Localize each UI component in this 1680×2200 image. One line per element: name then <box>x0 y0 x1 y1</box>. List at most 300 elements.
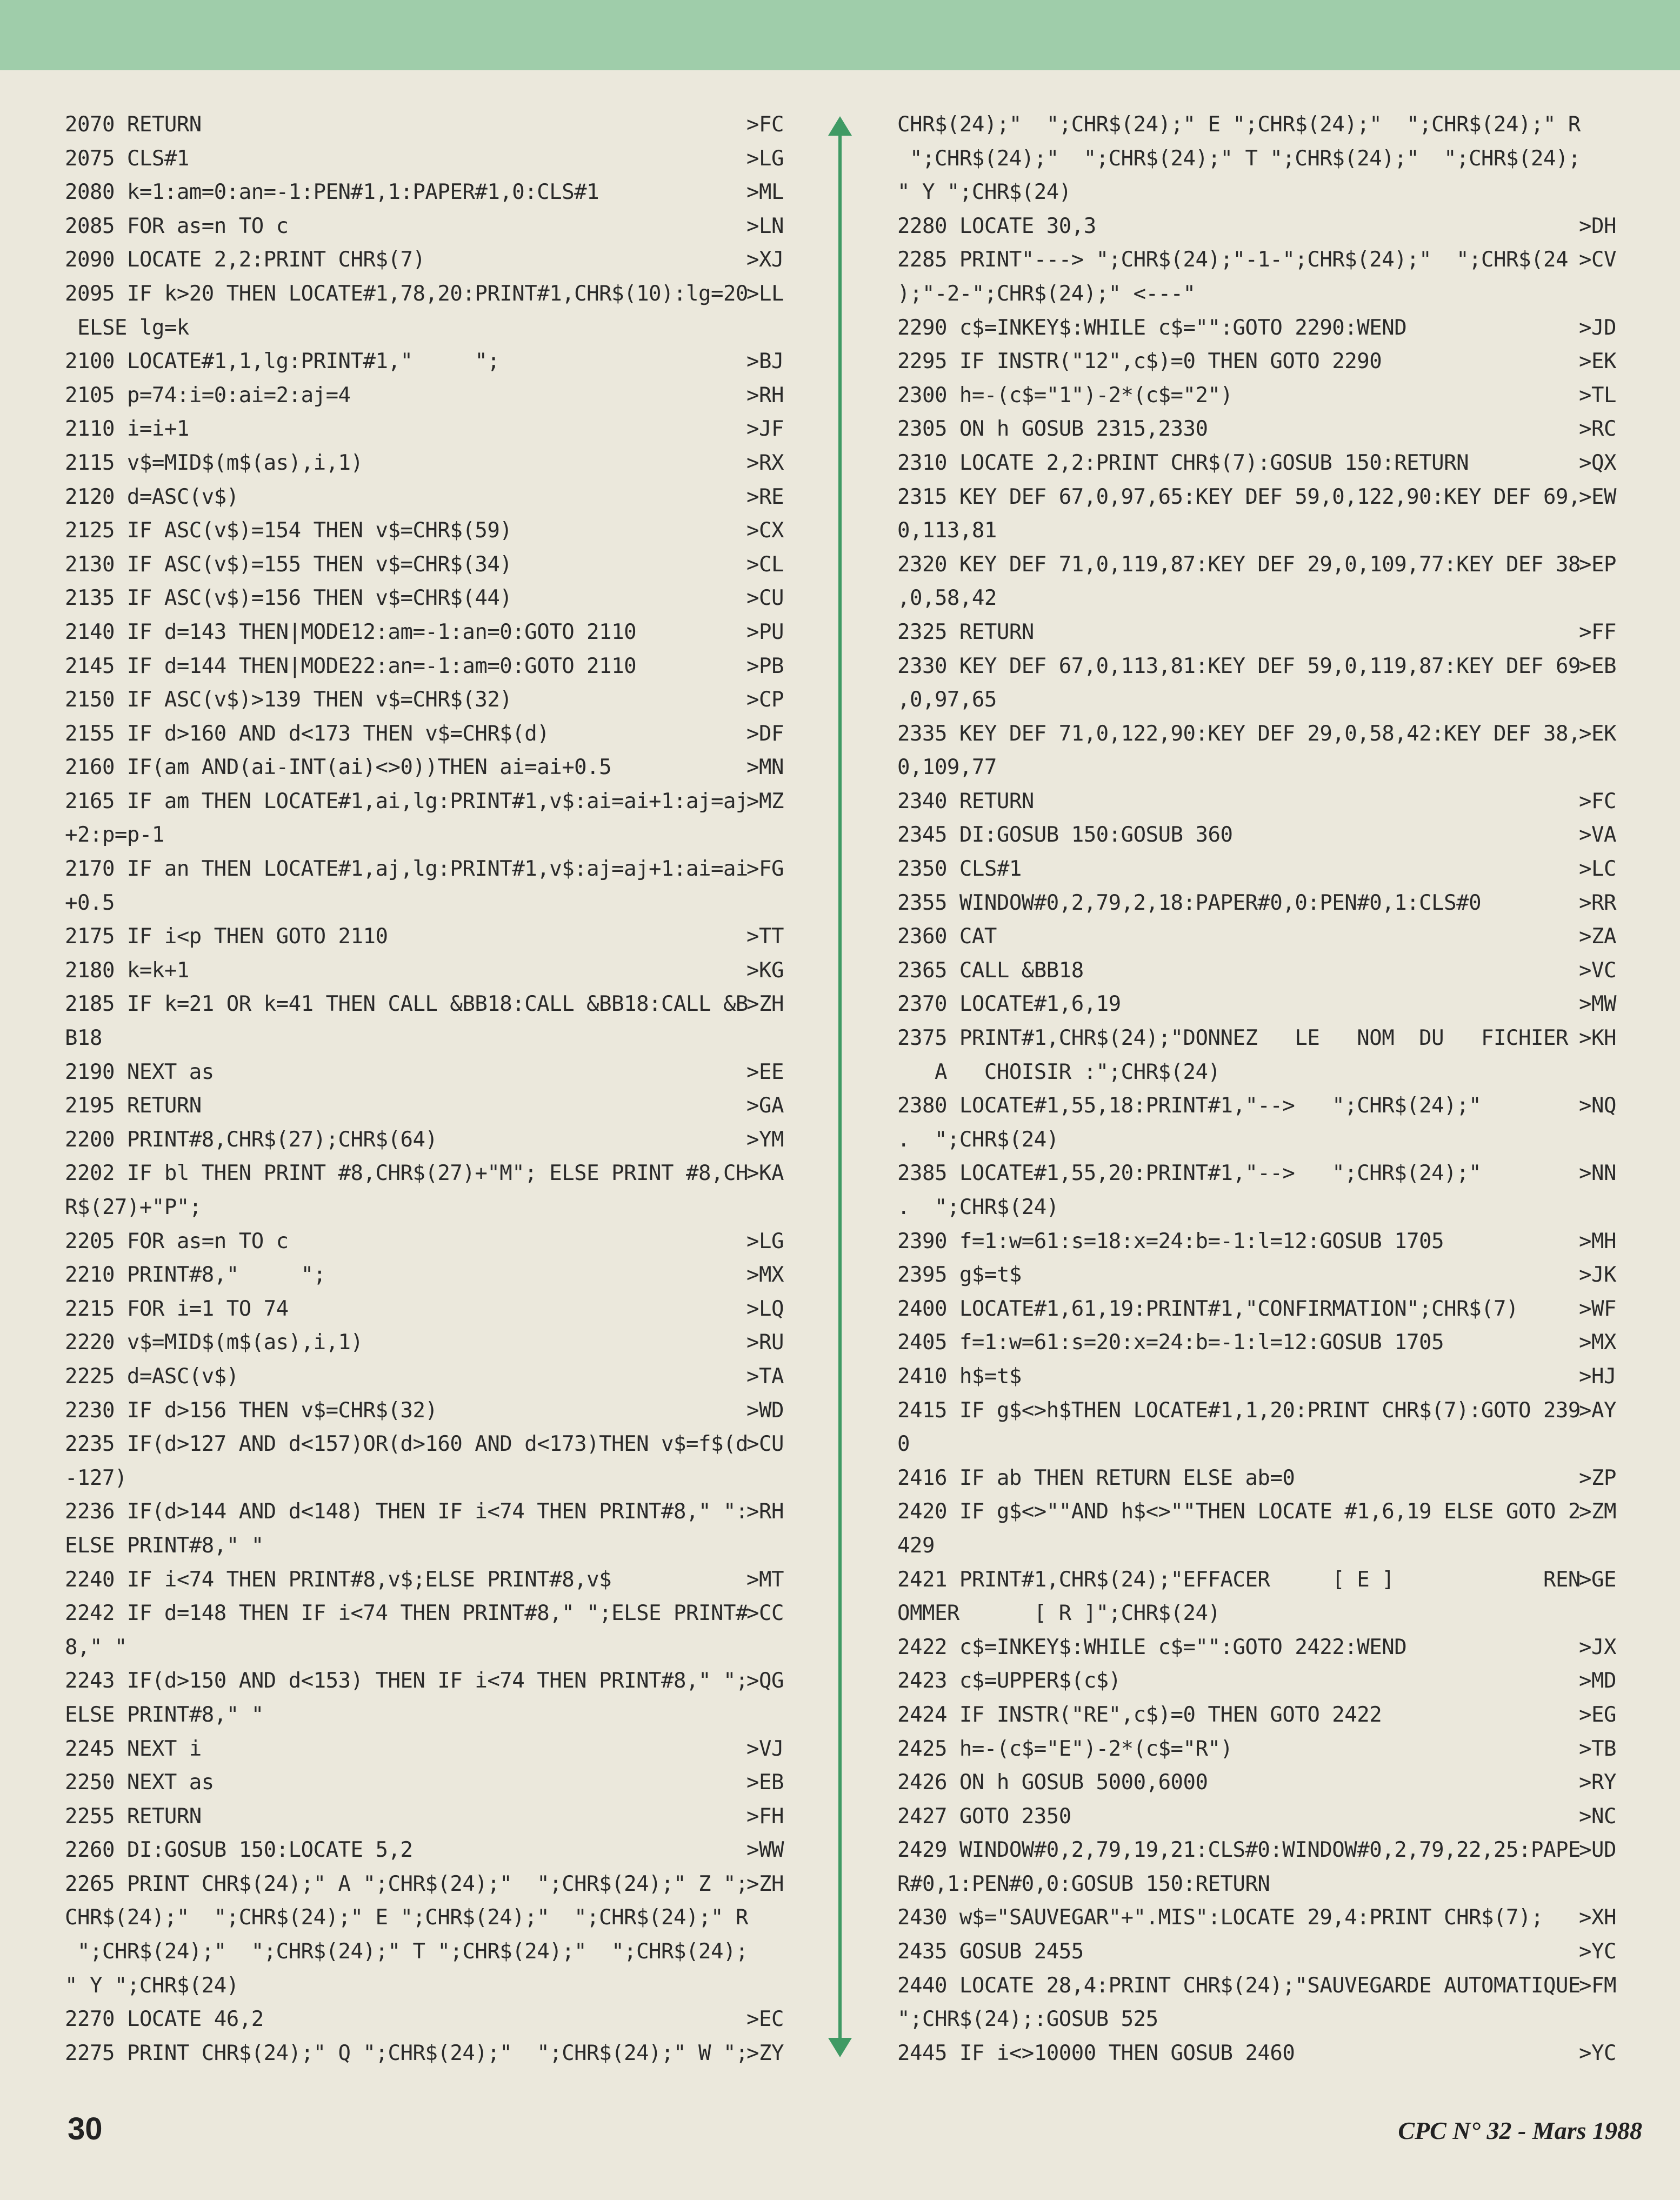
code-line <box>897 446 1616 481</box>
code-line <box>65 1664 784 1698</box>
code-text: 2080 k=1:am=0:an=-1:PEN#1,1:PAPER#1,0:CLS#1 <box>65 180 599 205</box>
code-line <box>65 1225 784 1259</box>
code-line <box>65 1462 784 1496</box>
checksum: >RX <box>746 450 784 475</box>
checksum: >JF <box>746 417 784 442</box>
code-text: 2250 NEXT as <box>65 1770 214 1795</box>
code-line <box>65 1428 784 1462</box>
code-line <box>65 1056 784 1090</box>
code-text: 2220 v$=MID$(m$(as),i,1) <box>65 1330 363 1355</box>
code-line <box>897 785 1616 819</box>
code-text: 2300 h=-(c$="1")-2*(c$="2") <box>897 383 1233 408</box>
code-line <box>897 616 1616 650</box>
listing-right-column <box>897 108 1616 2081</box>
checksum: >LC <box>1579 857 1616 882</box>
code-text: 2135 IF ASC(v$)=156 THEN v$=CHR$(44) <box>65 586 512 611</box>
checksum: >CL <box>746 552 784 577</box>
code-text: 2085 FOR as=n TO c <box>65 214 289 238</box>
checksum: >ZM <box>1579 1499 1616 1524</box>
checksum: >TL <box>1579 383 1616 408</box>
code-line <box>897 818 1616 852</box>
checksum: >YC <box>1579 1939 1616 1964</box>
code-line <box>897 1563 1616 1597</box>
code-line <box>65 886 784 921</box>
checksum: >CV <box>1579 248 1616 272</box>
checksum: >RY <box>1579 1770 1616 1795</box>
code-text: 2390 f=1:w=61:s=18:x=24:b=-1:l=12:GOSUB 1705 <box>897 1229 1444 1254</box>
code-line <box>897 1258 1616 1292</box>
code-line <box>897 988 1616 1022</box>
code-line <box>65 311 784 345</box>
code-text: 2235 IF(d>127 AND d<157)OR(d>160 AND d<173)THEN v$=f$(d <box>65 1432 748 1457</box>
code-line <box>65 1326 784 1360</box>
code-line <box>897 1157 1616 1191</box>
checksum: >ZH <box>746 1871 784 1896</box>
code-text: 2416 IF ab THEN RETURN ELSE ab=0 <box>897 1465 1295 1490</box>
code-line <box>65 108 784 142</box>
checksum: >TT <box>746 924 784 949</box>
checksum: >MX <box>746 1263 784 1288</box>
checksum: >CP <box>746 688 784 712</box>
code-text: ELSE PRINT#8," " <box>65 1702 264 1727</box>
code-text: 2423 c$=UPPER$(c$) <box>897 1669 1121 1694</box>
code-line <box>65 1394 784 1428</box>
code-text: 2427 GOTO 2350 <box>897 1804 1071 1829</box>
code-line <box>65 1563 784 1597</box>
code-line <box>65 142 784 176</box>
code-line <box>65 1732 784 1766</box>
code-text: 2225 d=ASC(v$) <box>65 1364 239 1389</box>
code-line <box>897 210 1616 244</box>
checksum: >FG <box>746 857 784 882</box>
code-text: 2445 IF i<>10000 THEN GOSUB 2460 <box>897 2041 1295 2065</box>
code-text: 2195 RETURN <box>65 1094 202 1118</box>
code-line <box>65 1495 784 1529</box>
code-line <box>897 481 1616 515</box>
code-text: 2243 IF(d>150 AND d<153) THEN IF i<74 THEN PRINT#8," "; <box>65 1669 748 1694</box>
code-text: ELSE PRINT#8," " <box>65 1533 264 1558</box>
code-text: 2075 CLS#1 <box>65 146 189 171</box>
code-line <box>897 1935 1616 1969</box>
code-line <box>897 1495 1616 1529</box>
code-line <box>897 142 1616 176</box>
code-text: -127) <box>65 1465 127 1490</box>
code-line <box>897 2003 1616 2037</box>
code-text: +0.5 <box>65 890 115 915</box>
code-line <box>65 481 784 515</box>
code-text: 2280 LOCATE 30,3 <box>897 214 1096 238</box>
code-line <box>897 1056 1616 1090</box>
checksum: >FC <box>746 112 784 137</box>
checksum: >MH <box>1579 1229 1616 1254</box>
code-text: 429 <box>897 1533 935 1558</box>
code-line <box>65 277 784 311</box>
code-text: 2190 NEXT as <box>65 1059 214 1084</box>
code-line <box>65 650 784 684</box>
code-line <box>65 1157 784 1191</box>
code-line <box>65 717 784 751</box>
checksum: >RH <box>746 383 784 408</box>
code-line <box>897 311 1616 345</box>
code-line <box>897 1969 1616 2003</box>
code-line <box>65 1969 784 2003</box>
code-text: 2270 LOCATE 46,2 <box>65 2007 264 2032</box>
code-text: ELSE lg=k <box>65 315 189 340</box>
code-text: 2155 IF d>160 AND d<173 THEN v$=CHR$(d) <box>65 721 550 746</box>
code-text: CHR$(24);" ";CHR$(24);" E ";CHR$(24);" ";CHR$(24);" R <box>65 1905 748 1930</box>
code-line <box>65 683 784 717</box>
code-line <box>65 920 784 954</box>
code-text: 2210 PRINT#8," "; <box>65 1263 326 1288</box>
code-line <box>65 1360 784 1394</box>
code-line <box>897 1800 1616 1834</box>
checksum: >GA <box>746 1094 784 1118</box>
code-line <box>65 514 784 548</box>
code-line <box>65 1089 784 1123</box>
code-line <box>65 176 784 210</box>
code-line <box>65 412 784 446</box>
code-text: 2242 IF d=148 THEN IF i<74 THEN PRINT#8," ";ELSE PRINT# <box>65 1601 748 1626</box>
magazine-issue: CPC N° 32 - Mars 1988 <box>1398 2117 1642 2144</box>
checksum: >QG <box>746 1669 784 1694</box>
code-text: 2160 IF(am AND(ai-INT(ai)<>0))THEN ai=ai+0.5 <box>65 755 612 780</box>
code-line <box>65 616 784 650</box>
code-text: 2380 LOCATE#1,55,18:PRINT#1,"--> ";CHR$(24);" <box>897 1094 1482 1118</box>
checksum: >JX <box>1579 1635 1616 1659</box>
checksum: >ZH <box>746 992 784 1017</box>
code-line <box>65 1292 784 1326</box>
arrow-shaft <box>838 132 842 2041</box>
code-text: A CHOISIR :";CHR$(24) <box>897 1059 1221 1084</box>
checksum: >GE <box>1579 1567 1616 1592</box>
checksum: >XJ <box>746 248 784 272</box>
code-text: 2110 i=i+1 <box>65 417 189 442</box>
code-text: 2310 LOCATE 2,2:PRINT CHR$(7):GOSUB 150:RETURN <box>897 450 1469 475</box>
checksum: >LG <box>746 146 784 171</box>
listing-left-column <box>65 108 784 2081</box>
code-line <box>65 582 784 616</box>
code-text: ,0,97,65 <box>897 688 997 712</box>
code-text: 2150 IF ASC(v$)>139 THEN v$=CHR$(32) <box>65 688 512 712</box>
code-text: 2345 DI:GOSUB 150:GOSUB 360 <box>897 823 1233 848</box>
code-text: 2365 CALL &BB18 <box>897 958 1084 983</box>
code-text: 2240 IF i<74 THEN PRINT#8,v$;ELSE PRINT#8,v$ <box>65 1567 612 1592</box>
code-line <box>65 1868 784 1902</box>
top-color-band <box>0 0 1680 70</box>
code-text: 2400 LOCATE#1,61,19:PRINT#1,"CONFIRMATION";CHR$(7) <box>897 1296 1518 1321</box>
code-line <box>897 1022 1616 1056</box>
code-text: " Y ";CHR$(24) <box>897 180 1071 205</box>
checksum: >EK <box>1579 349 1616 374</box>
code-line <box>897 852 1616 886</box>
checksum: >LQ <box>746 1296 784 1321</box>
code-line <box>897 1901 1616 1935</box>
code-text: 2370 LOCATE#1,6,19 <box>897 992 1121 1017</box>
code-line <box>897 886 1616 921</box>
code-text: );"-2-";CHR$(24);" <---" <box>897 281 1196 306</box>
code-text: 8," " <box>65 1635 127 1659</box>
code-text: 2405 f=1:w=61:s=20:x=24:b=-1:l=12:GOSUB 1705 <box>897 1330 1444 1355</box>
code-line <box>65 818 784 852</box>
checksum: >RE <box>746 484 784 509</box>
code-text: 2415 IF g$<>h$THEN LOCATE#1,1,20:PRINT CHR$(7):GOTO 239 <box>897 1398 1581 1423</box>
code-text: 2130 IF ASC(v$)=155 THEN v$=CHR$(34) <box>65 552 512 577</box>
checksum: >EK <box>1579 721 1616 746</box>
code-line <box>897 1292 1616 1326</box>
code-line <box>65 988 784 1022</box>
code-text: 2360 CAT <box>897 924 997 949</box>
arrow-down-icon <box>828 2038 852 2057</box>
checksum: >CU <box>746 1432 784 1457</box>
code-line <box>897 1766 1616 1800</box>
code-line <box>897 514 1616 548</box>
code-text: R$(27)+"P"; <box>65 1195 202 1219</box>
code-line <box>897 1394 1616 1428</box>
code-text: 2265 PRINT CHR$(24);" A ";CHR$(24);" ";CHR$(24);" Z "; <box>65 1871 748 1896</box>
code-line <box>897 582 1616 616</box>
code-text: 2410 h$=t$ <box>897 1364 1022 1389</box>
checksum: >FH <box>746 1804 784 1829</box>
code-text: 2165 IF am THEN LOCATE#1,ai,lg:PRINT#1,v$:ai=ai+1:aj=aj <box>65 789 748 814</box>
checksum: >MW <box>1579 992 1616 1017</box>
code-line <box>897 1834 1616 1868</box>
checksum: >LN <box>746 214 784 238</box>
code-line <box>897 345 1616 379</box>
code-text: 2424 IF INSTR("RE",c$)=0 THEN GOTO 2422 <box>897 1702 1382 1727</box>
code-line <box>65 785 784 819</box>
checksum: >NC <box>1579 1804 1616 1829</box>
checksum: >WW <box>746 1838 784 1863</box>
code-line <box>65 954 784 988</box>
code-text: 2325 RETURN <box>897 619 1034 644</box>
checksum: >DF <box>746 721 784 746</box>
code-line <box>897 1360 1616 1394</box>
code-text: 2421 PRINT#1,CHR$(24);"EFFACER [ E ] REN <box>897 1567 1581 1592</box>
checksum: >BJ <box>746 349 784 374</box>
code-text: 2320 KEY DEF 71,0,119,87:KEY DEF 29,0,109,77:KEY DEF 38 <box>897 552 1581 577</box>
checksum: >FM <box>1579 1973 1616 1998</box>
checksum: >EG <box>1579 1702 1616 1727</box>
checksum: >RC <box>1579 417 1616 442</box>
code-line <box>897 920 1616 954</box>
code-text: 2230 IF d>156 THEN v$=CHR$(32) <box>65 1398 438 1423</box>
code-line <box>897 717 1616 751</box>
code-text: 0,113,81 <box>897 518 997 543</box>
code-text: 2202 IF bl THEN PRINT #8,CHR$(27)+"M"; ELSE PRINT #8,CH <box>65 1161 748 1186</box>
code-text: 2350 CLS#1 <box>897 857 1022 882</box>
code-text: 2385 LOCATE#1,55,20:PRINT#1,"--> ";CHR$(24);" <box>897 1161 1482 1186</box>
code-text: CHR$(24);" ";CHR$(24);" E ";CHR$(24);" ";CHR$(24);" R <box>897 112 1581 137</box>
code-text: " Y ";CHR$(24) <box>65 1973 239 1998</box>
checksum: >MZ <box>746 789 784 814</box>
checksum: >JK <box>1579 1263 1616 1288</box>
code-line <box>65 1834 784 1868</box>
code-line <box>897 751 1616 785</box>
code-text: 2200 PRINT#8,CHR$(27);CHR$(64) <box>65 1127 438 1152</box>
code-line <box>897 379 1616 413</box>
code-line <box>65 345 784 379</box>
checksum: >YC <box>1579 2041 1616 2065</box>
checksum: >FF <box>1579 619 1616 644</box>
code-line <box>65 1698 784 1732</box>
code-text: 0,109,77 <box>897 755 997 780</box>
checksum: >MX <box>1579 1330 1616 1355</box>
code-line <box>65 751 784 785</box>
code-text: 2140 IF d=143 THEN|MODE12:am=-1:an=0:GOTO 2110 <box>65 619 637 644</box>
code-text: 2375 PRINT#1,CHR$(24);"DONNEZ LE NOM DU FICHIER <box>897 1026 1568 1051</box>
code-line <box>65 1935 784 1969</box>
checksum: >RH <box>746 1499 784 1524</box>
checksum: >MT <box>746 1567 784 1592</box>
code-text: 2440 LOCATE 28,4:PRINT CHR$(24);"SAUVEGARDE AUTOMATIQUE <box>897 1973 1581 1998</box>
code-line <box>65 2003 784 2037</box>
code-line <box>897 683 1616 717</box>
checksum: >EE <box>746 1059 784 1084</box>
code-text: 2275 PRINT CHR$(24);" Q ";CHR$(24);" ";CHR$(24);" W "; <box>65 2041 748 2065</box>
code-text: B18 <box>65 1026 102 1051</box>
checksum: >ML <box>746 180 784 205</box>
code-line <box>897 1664 1616 1698</box>
checksum: >VA <box>1579 823 1616 848</box>
code-line <box>897 1123 1616 1157</box>
code-line <box>65 1022 784 1056</box>
code-text: 2430 w$="SAUVEGAR"+".MIS":LOCATE 29,4:PRINT CHR$(7); <box>897 1905 1543 1930</box>
checksum: >MD <box>1579 1669 1616 1694</box>
code-line <box>897 1191 1616 1225</box>
code-line <box>897 548 1616 582</box>
checksum: >VJ <box>746 1736 784 1761</box>
code-line <box>65 210 784 244</box>
code-text: 2290 c$=INKEY$:WHILE c$="":GOTO 2290:WEND <box>897 315 1407 340</box>
checksum: >YM <box>746 1127 784 1152</box>
checksum: >PB <box>746 654 784 678</box>
code-text: +2:p=p-1 <box>65 823 164 848</box>
code-line <box>65 2037 784 2071</box>
checksum: >QX <box>1579 450 1616 475</box>
code-text: 2105 p=74:i=0:ai=2:aj=4 <box>65 383 351 408</box>
checksum: >EP <box>1579 552 1616 577</box>
code-line <box>897 2037 1616 2071</box>
checksum: >EB <box>746 1770 784 1795</box>
checksum: >TA <box>746 1364 784 1389</box>
code-text: 2435 GOSUB 2455 <box>897 1939 1084 1964</box>
code-line <box>897 954 1616 988</box>
code-text: OMMER [ R ]";CHR$(24) <box>897 1601 1221 1626</box>
checksum: >TB <box>1579 1736 1616 1761</box>
code-text: ";CHR$(24);:GOSUB 525 <box>897 2007 1158 2032</box>
code-text: 2330 KEY DEF 67,0,113,81:KEY DEF 59,0,119,87:KEY DEF 69 <box>897 654 1581 678</box>
code-line <box>897 1868 1616 1902</box>
checksum: >HJ <box>1579 1364 1616 1389</box>
code-text: 2395 g$=t$ <box>897 1263 1022 1288</box>
code-line <box>897 277 1616 311</box>
checksum: >EC <box>746 2007 784 2032</box>
checksum: >VC <box>1579 958 1616 983</box>
code-text: ";CHR$(24);" ";CHR$(24);" T ";CHR$(24);" ";CHR$(24); <box>897 146 1581 171</box>
code-text: 2255 RETURN <box>65 1804 202 1829</box>
code-line <box>897 1326 1616 1360</box>
code-line <box>65 1123 784 1157</box>
code-text: 2180 k=k+1 <box>65 958 189 983</box>
code-text: . ";CHR$(24) <box>897 1127 1059 1152</box>
code-text: 2100 LOCATE#1,1,lg:PRINT#1," "; <box>65 349 500 374</box>
code-text: . ";CHR$(24) <box>897 1195 1059 1219</box>
code-text: 2185 IF k=21 OR k=41 THEN CALL &BB18:CALL &BB18:CALL &B <box>65 992 748 1017</box>
code-line <box>897 650 1616 684</box>
code-text: 2120 d=ASC(v$) <box>65 484 239 509</box>
checksum: >ZA <box>1579 924 1616 949</box>
code-text: 2125 IF ASC(v$)=154 THEN v$=CHR$(59) <box>65 518 512 543</box>
code-text: 2426 ON h GOSUB 5000,6000 <box>897 1770 1208 1795</box>
code-line <box>897 1462 1616 1496</box>
checksum: >JD <box>1579 315 1616 340</box>
code-text: 2236 IF(d>144 AND d<148) THEN IF i<74 THEN PRINT#8," ": <box>65 1499 748 1524</box>
checksum: >KA <box>746 1161 784 1186</box>
checksum: >DH <box>1579 214 1616 238</box>
code-line <box>897 412 1616 446</box>
checksum: >WF <box>1579 1296 1616 1321</box>
code-text: 2215 FOR i=1 TO 74 <box>65 1296 289 1321</box>
code-text: 2422 c$=INKEY$:WHILE c$="":GOTO 2422:WEND <box>897 1635 1407 1659</box>
code-line <box>65 1901 784 1935</box>
checksum: >RR <box>1579 890 1616 915</box>
code-line <box>897 1698 1616 1732</box>
code-line <box>65 1529 784 1563</box>
code-text: 2340 RETURN <box>897 789 1034 814</box>
checksum: >ZP <box>1579 1465 1616 1490</box>
code-line <box>65 379 784 413</box>
code-text: 2260 DI:GOSUB 150:LOCATE 5,2 <box>65 1838 413 1863</box>
checksum: >LG <box>746 1229 784 1254</box>
code-line <box>897 1732 1616 1766</box>
code-text: 2170 IF an THEN LOCATE#1,aj,lg:PRINT#1,v$:aj=aj+1:ai=ai <box>65 857 748 882</box>
checksum: >NQ <box>1579 1094 1616 1118</box>
checksum: >MN <box>746 755 784 780</box>
code-line <box>897 1529 1616 1563</box>
code-text: 2355 WINDOW#0,2,79,2,18:PAPER#0,0:PEN#0,1:CLS#0 <box>897 890 1482 915</box>
checksum: >XH <box>1579 1905 1616 1930</box>
code-text: ";CHR$(24);" ";CHR$(24);" T ";CHR$(24);" ";CHR$(24); <box>65 1939 748 1964</box>
code-text: 2425 h=-(c$="E")-2*(c$="R") <box>897 1736 1233 1761</box>
checksum: >CC <box>746 1601 784 1626</box>
code-text: 2115 v$=MID$(m$(as),i,1) <box>65 450 363 475</box>
checksum: >AY <box>1579 1398 1616 1423</box>
code-text: 2145 IF d=144 THEN|MODE22:an=-1:am=0:GOTO 2110 <box>65 654 637 678</box>
code-line <box>897 176 1616 210</box>
code-line <box>65 1191 784 1225</box>
checksum: >CU <box>746 586 784 611</box>
checksum: >EB <box>1579 654 1616 678</box>
checksum: >ZY <box>746 2041 784 2065</box>
code-text: 2420 IF g$<>""AND h$<>""THEN LOCATE #1,6,19 ELSE GOTO 2 <box>897 1499 1581 1524</box>
code-line <box>897 1597 1616 1631</box>
code-line <box>65 1631 784 1665</box>
code-text: 2245 NEXT i <box>65 1736 202 1761</box>
code-line <box>65 1766 784 1800</box>
code-line <box>897 1631 1616 1665</box>
code-text: ,0,58,42 <box>897 586 997 611</box>
code-line <box>65 243 784 277</box>
code-line <box>897 108 1616 142</box>
code-text: 2285 PRINT"---> ";CHR$(24);"-1-";CHR$(24);" ";CHR$(24 <box>897 248 1568 272</box>
code-text: 2095 IF k>20 THEN LOCATE#1,78,20:PRINT#1,CHR$(10):lg=20 <box>65 281 748 306</box>
code-line <box>65 852 784 886</box>
code-text: 2335 KEY DEF 71,0,122,90:KEY DEF 29,0,58,42:KEY DEF 38, <box>897 721 1581 746</box>
checksum: >UD <box>1579 1838 1616 1863</box>
code-line <box>65 1800 784 1834</box>
code-text: 2070 RETURN <box>65 112 202 137</box>
checksum: >WD <box>746 1398 784 1423</box>
